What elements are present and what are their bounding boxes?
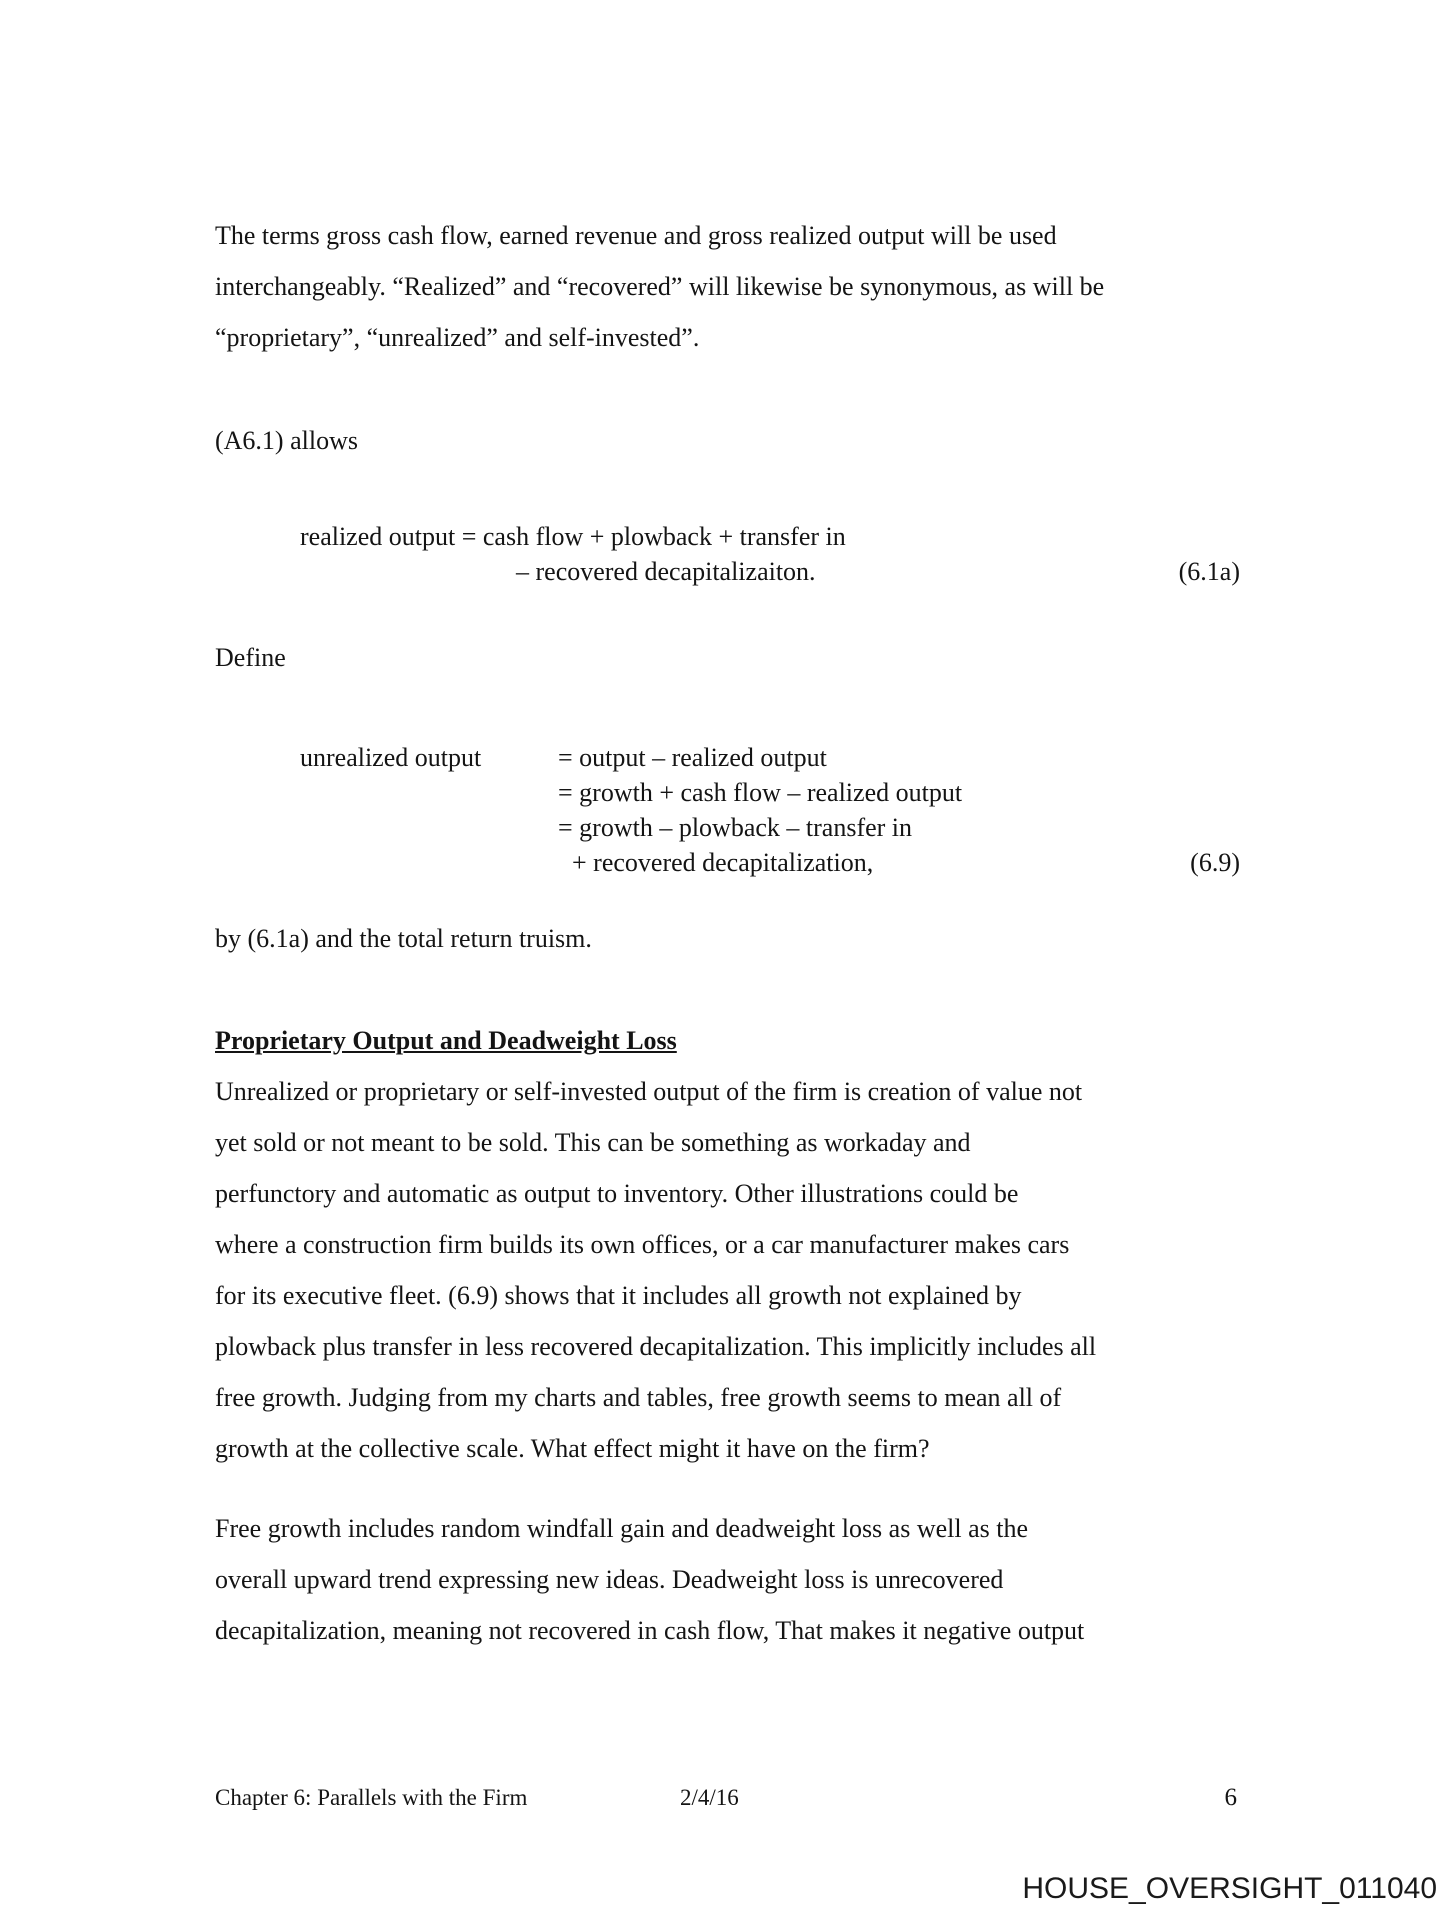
paragraph-line: Free growth includes random windfall gain and deadweight loss as well as the [215, 1514, 1029, 1543]
equation-line [558, 845, 1240, 880]
footer-chapter-title: Chapter 6: Parallels with the Firm [215, 1785, 528, 1810]
equation-line: = output – realized output [558, 743, 827, 772]
allows-line: (A6.1) allows [215, 426, 358, 455]
footer-date: 2/4/16 [680, 1785, 739, 1810]
paragraph-line: “proprietary”, “unrealized” and self-invested”. [215, 323, 700, 352]
equation-text: + recovered decapitalization, [572, 848, 874, 877]
paragraph-line: free growth. Judging from my charts and tables, free growth seems to mean all of [215, 1383, 1062, 1412]
equation-6-1a [300, 519, 1240, 589]
equation-number: (6.1a) [1178, 557, 1240, 586]
paragraph-line: The terms gross cash flow, earned revenue and gross realized output will be used [215, 221, 1057, 250]
paragraph-line: where a construction firm builds its own offices, or a car manufacturer makes cars [215, 1230, 1070, 1259]
paragraph-line: growth at the collective scale. What effect might it have on the firm? [215, 1434, 930, 1463]
equation-line [516, 554, 1240, 589]
paragraph-line: Unrealized or proprietary or self-invested output of the firm is creation of value not [215, 1077, 1083, 1106]
oversight-stamp: HOUSE_OVERSIGHT_011040 [1022, 1872, 1437, 1905]
footer-page-number: 6 [1224, 1784, 1237, 1811]
equation-line: = growth – plowback – transfer in [558, 813, 913, 842]
free-growth-paragraph [215, 1503, 1240, 1656]
paragraph-line: plowback plus transfer in less recovered decapitalization. This implicitly includes all [215, 1332, 1097, 1361]
equation-lhs: unrealized output [300, 743, 482, 772]
equation-number: (6.9) [1190, 848, 1240, 877]
byline: by (6.1a) and the total return truism. [215, 924, 592, 953]
equation-rhs [558, 740, 1240, 880]
paragraph-line: yet sold or not meant to be sold. This can be something as workaday and [215, 1128, 971, 1157]
main-paragraph [215, 1066, 1240, 1474]
equation-text: – recovered decapitalizaiton. [516, 557, 816, 586]
paragraph-line: perfunctory and automatic as output to inventory. Other illustrations could be [215, 1179, 1019, 1208]
paragraph-line: overall upward trend expressing new ideas. Deadweight loss is unrecovered [215, 1565, 1004, 1594]
paragraph-line: for its executive fleet. (6.9) shows that it includes all growth not explained by [215, 1281, 1022, 1310]
intro-paragraph [215, 210, 1240, 363]
equation-line: = growth + cash flow – realized output [558, 778, 963, 807]
define-label: Define [215, 643, 286, 672]
equation-6-9 [300, 740, 1240, 880]
paragraph-line: decapitalization, meaning not recovered in cash flow, That makes it negative output [215, 1616, 1085, 1645]
section-heading: Proprietary Output and Deadweight Loss [215, 1026, 677, 1055]
paragraph-line: interchangeably. “Realized” and “recovered” will likewise be synonymous, as will be [215, 272, 1105, 301]
equation-line: realized output = cash flow + plowback + transfer in [300, 522, 846, 551]
